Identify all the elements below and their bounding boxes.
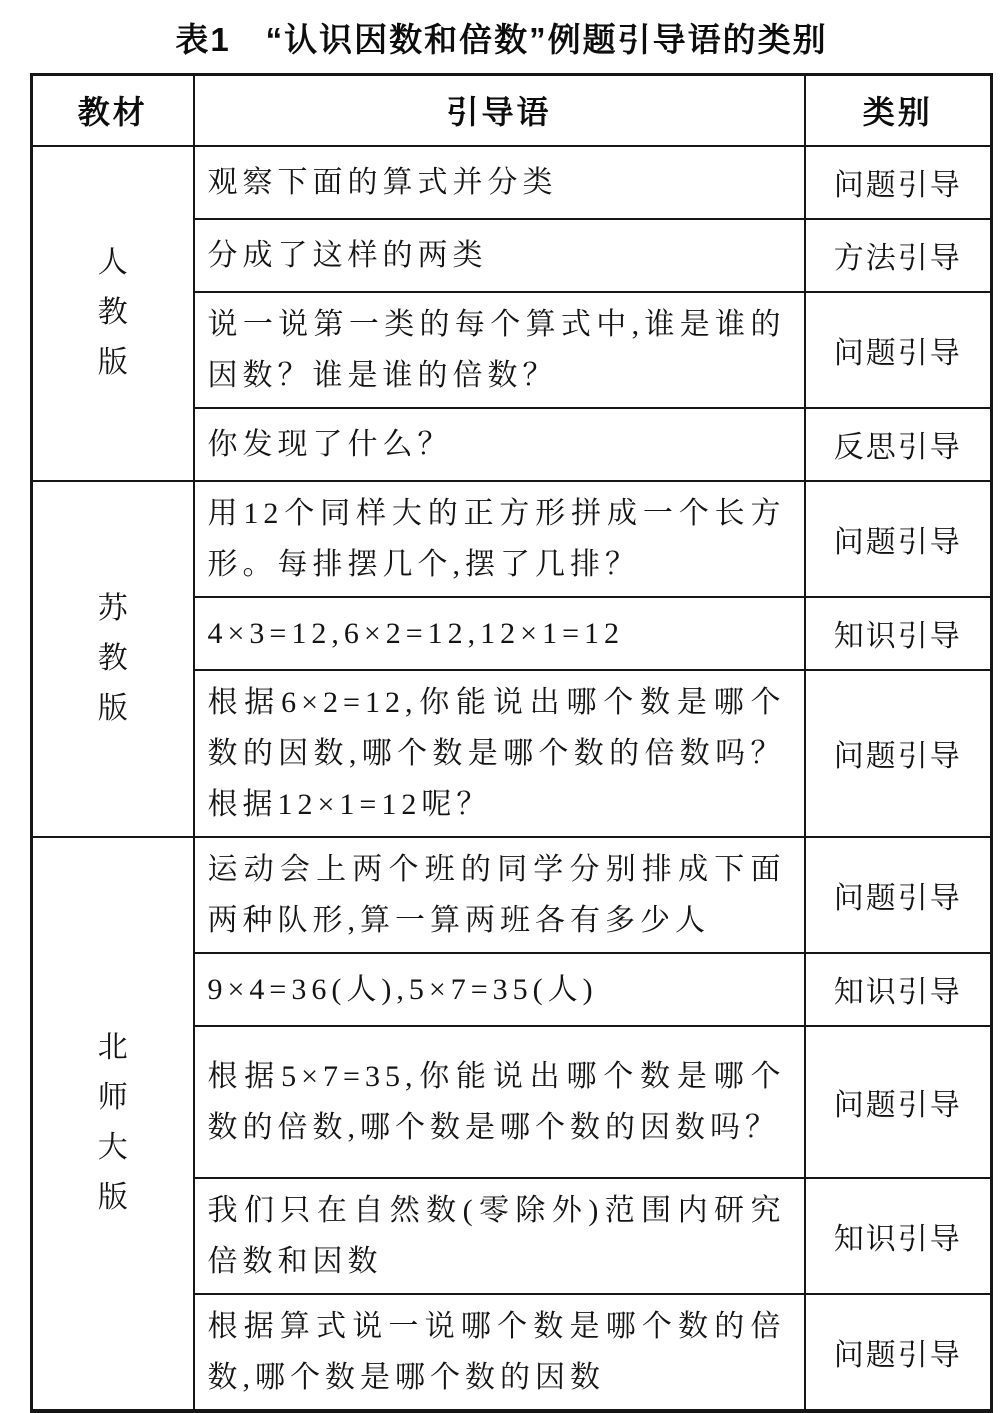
table-row (32, 837, 992, 953)
category-cell: 问题引导 (805, 837, 992, 953)
category-cell: 问题引导 (805, 1294, 992, 1411)
header-category: 类别 (805, 75, 992, 146)
textbook-cell (32, 837, 194, 1411)
table-row (32, 146, 992, 219)
prompt-cell: 4×3=12,6×2=12,12×1=12 (194, 597, 805, 670)
textbook-label: 苏教版 (97, 591, 128, 725)
category-cell: 反思引导 (805, 408, 992, 481)
guidance-table (30, 73, 993, 1413)
prompt-cell: 根据5×7=35,你能说出哪个数是哪个数的倍数,哪个数是哪个数的因数吗？ (194, 1026, 805, 1178)
prompt-cell: 用12个同样大的正方形拼成一个长方形。每排摆几个,摆了几排？ (194, 481, 805, 597)
textbook-label: 北师大版 (97, 1031, 128, 1214)
header-prompt: 引导语 (194, 75, 805, 146)
table-title: 表1 “认识因数和倍数”例题引导语的类别 (175, 21, 828, 58)
prompt-cell: 观察下面的算式并分类 (194, 146, 805, 219)
category-cell: 知识引导 (805, 953, 992, 1026)
prompt-cell: 你发现了什么？ (194, 408, 805, 481)
table-row (32, 481, 992, 597)
prompt-cell: 9×4=36(人),5×7=35(人) (194, 953, 805, 1026)
category-cell: 问题引导 (805, 1026, 992, 1178)
category-cell: 知识引导 (805, 597, 992, 670)
prompt-cell: 我们只在自然数(零除外)范围内研究倍数和因数 (194, 1178, 805, 1294)
prompt-cell: 说一说第一类的每个算式中,谁是谁的因数？谁是谁的倍数？ (194, 292, 805, 408)
category-cell: 知识引导 (805, 1178, 992, 1294)
category-cell: 方法引导 (805, 219, 992, 292)
textbook-cell (32, 146, 194, 481)
prompt-cell: 分成了这样的两类 (194, 219, 805, 292)
textbook-label: 人教版 (97, 246, 128, 379)
prompt-cell: 运动会上两个班的同学分别排成下面两种队形,算一算两班各有多少人 (194, 837, 805, 953)
prompt-cell: 根据6×2=12,你能说出哪个数是哪个数的因数,哪个数是哪个数的倍数吗？根据12×1=12呢？ (194, 670, 805, 837)
category-cell: 问题引导 (805, 670, 992, 837)
header-row (32, 75, 992, 146)
prompt-cell: 根据算式说一说哪个数是哪个数的倍数,哪个数是哪个数的因数 (194, 1294, 805, 1411)
header-textbook: 教材 (32, 75, 194, 146)
category-cell: 问题引导 (805, 481, 992, 597)
category-cell: 问题引导 (805, 292, 992, 408)
category-cell: 问题引导 (805, 146, 992, 219)
textbook-cell (32, 481, 194, 837)
